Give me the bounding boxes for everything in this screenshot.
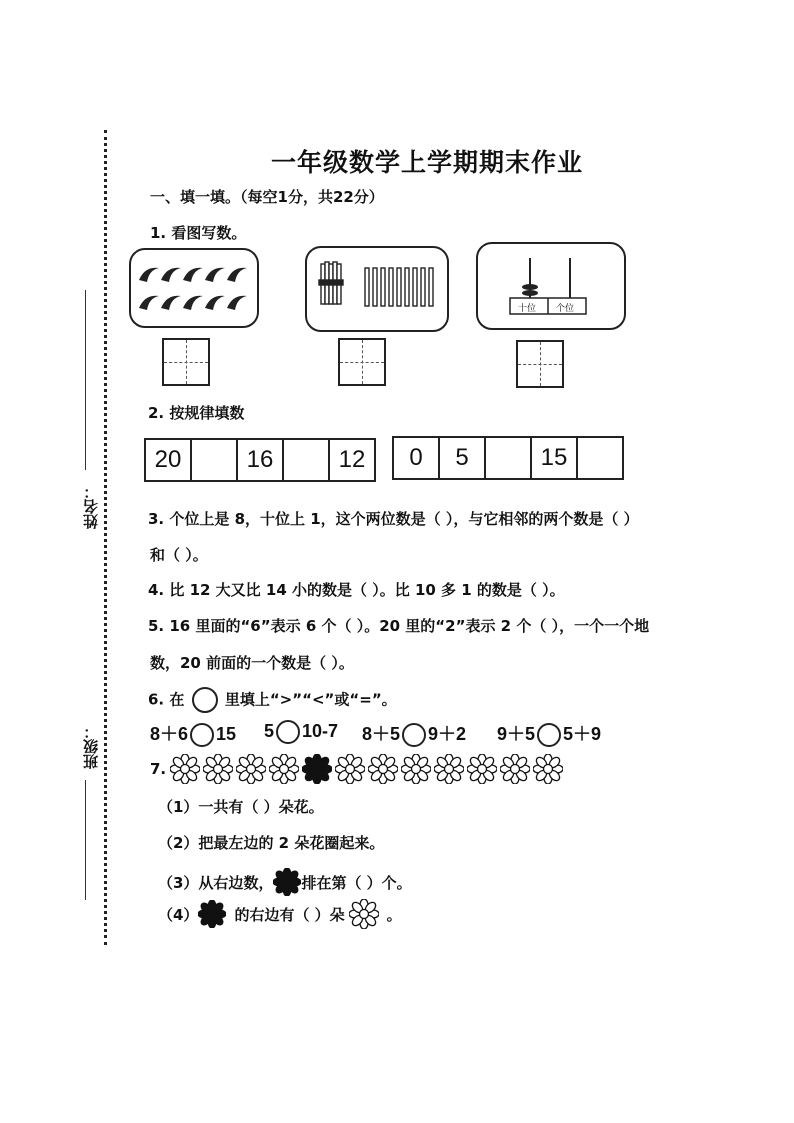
light-flower-icon[interactable] — [401, 754, 431, 784]
q1-label: 1. 看图写数。 — [150, 224, 247, 242]
tens-place-label: 十位 — [518, 304, 537, 314]
section-heading: 一、填一填。（每空1分，共22分） — [150, 188, 384, 206]
class-label: 班级： — [82, 724, 100, 769]
compare-3-circle[interactable] — [402, 723, 426, 747]
answer-box-2[interactable] — [338, 338, 386, 386]
compare-2-right: 10-7 — [302, 720, 339, 741]
dark-flower-icon[interactable] — [302, 754, 332, 784]
sequence-1 — [144, 438, 376, 482]
sequence-2 — [392, 436, 624, 480]
q7-sub4-prefix: （4） — [158, 905, 199, 924]
compare-1-left: 8＋6 — [150, 724, 189, 744]
compare-4-left: 9＋5 — [497, 724, 536, 744]
q6-label-prefix: 6. 在 — [148, 690, 185, 709]
compare-2-left: 5 — [264, 720, 275, 741]
compare-1-right: 15 — [216, 724, 237, 744]
q7-sub3-suffix: 排在第（ ）个。 — [301, 873, 412, 892]
picture-sticks — [305, 246, 449, 332]
flower-row — [170, 754, 563, 784]
light-flower-icon[interactable] — [533, 754, 563, 784]
compare-1-circle[interactable] — [190, 723, 214, 747]
seq1-cell-4[interactable] — [284, 440, 330, 480]
q7-sub1: （1）一共有（ ）朵花。 — [158, 798, 324, 816]
q3-line1: 3. 个位上是 8，十位上 1，这个两位数是（ ），与它相邻的两个数是（ ） — [148, 510, 639, 528]
compare-item-1 — [150, 720, 236, 747]
binding-dotted-line — [104, 130, 107, 945]
q5-line2: 数，20 前面的一个数是（ ）。 — [150, 654, 354, 672]
ones-place-label: 个位 — [556, 304, 575, 314]
name-write-line[interactable] — [85, 290, 86, 470]
compare-3-right: 9＋2 — [428, 724, 467, 744]
abacus-icon — [478, 244, 624, 328]
light-flower-icon[interactable] — [467, 754, 497, 784]
q7-sub4-suffix: 。 — [386, 905, 402, 924]
bananas-icon — [131, 250, 257, 326]
compare-4-right: 5＋9 — [563, 724, 602, 744]
picture-abacus — [476, 242, 626, 330]
seq2-cell-2: 5 — [440, 438, 486, 478]
seq1-cell-5: 12 — [338, 446, 366, 473]
q7-sub3-prefix: （3）从右边数， — [158, 873, 274, 892]
circle-icon — [192, 687, 218, 713]
compare-item-2 — [264, 720, 338, 744]
dark-flower-icon — [198, 900, 226, 928]
compare-4-circle[interactable] — [537, 723, 561, 747]
compare-item-3 — [362, 720, 466, 747]
seq2-cell-1: 0 — [394, 438, 440, 478]
seq1-cell-3: 16 — [238, 440, 284, 480]
seq2-cell-4: 15 — [532, 438, 578, 478]
q3-line2: 和（ ）。 — [150, 546, 208, 564]
light-flower-icon[interactable] — [335, 754, 365, 784]
answer-box-1[interactable] — [162, 338, 210, 386]
q7-sub2: （2）把最左边的 2 朵花圈起来。 — [158, 834, 385, 852]
light-flower-icon[interactable] — [203, 754, 233, 784]
light-flower-icon[interactable] — [368, 754, 398, 784]
q7-sub3 — [158, 868, 412, 896]
q7-sub4-mid: 的右边有（ ）朵 — [234, 905, 345, 924]
q6-label-suffix: 里填上“>”“<”或“=”。 — [224, 690, 397, 709]
sticks-icon — [307, 248, 447, 330]
compare-item-4 — [497, 720, 601, 747]
light-flower-icon[interactable] — [500, 754, 530, 784]
name-label: 姓名： — [82, 484, 100, 529]
q7-sub4 — [158, 899, 402, 929]
q7-label: 7. — [150, 760, 167, 778]
page-title: 一年级数学上学期期末作业 — [270, 148, 583, 177]
picture-bananas — [129, 248, 259, 328]
compare-3-left: 8＋5 — [362, 724, 401, 744]
light-flower-icon[interactable] — [434, 754, 464, 784]
q5-line1: 5. 16 里面的“6”表示 6 个（ ）。20 里的“2”表示 2 个（ ），一个一个地 — [148, 617, 650, 635]
compare-2-circle[interactable] — [276, 720, 300, 744]
seq1-cell-1: 20 — [146, 440, 192, 480]
seq2-cell-3[interactable] — [486, 438, 532, 478]
light-flower-icon[interactable] — [269, 754, 299, 784]
dark-flower-icon — [273, 868, 301, 896]
seq2-cell-5[interactable] — [578, 438, 622, 478]
class-write-line[interactable] — [85, 780, 86, 900]
light-flower-icon[interactable] — [170, 754, 200, 784]
light-flower-icon — [349, 899, 379, 929]
light-flower-icon[interactable] — [236, 754, 266, 784]
q6-label — [148, 687, 397, 713]
q4-line1: 4. 比 12 大又比 14 小的数是（ ）。比 10 多 1 的数是（ ）。 — [148, 581, 565, 599]
answer-box-3[interactable] — [516, 340, 564, 388]
seq1-cell-2[interactable] — [192, 440, 238, 480]
q2-label: 2. 按规律填数 — [148, 404, 245, 422]
